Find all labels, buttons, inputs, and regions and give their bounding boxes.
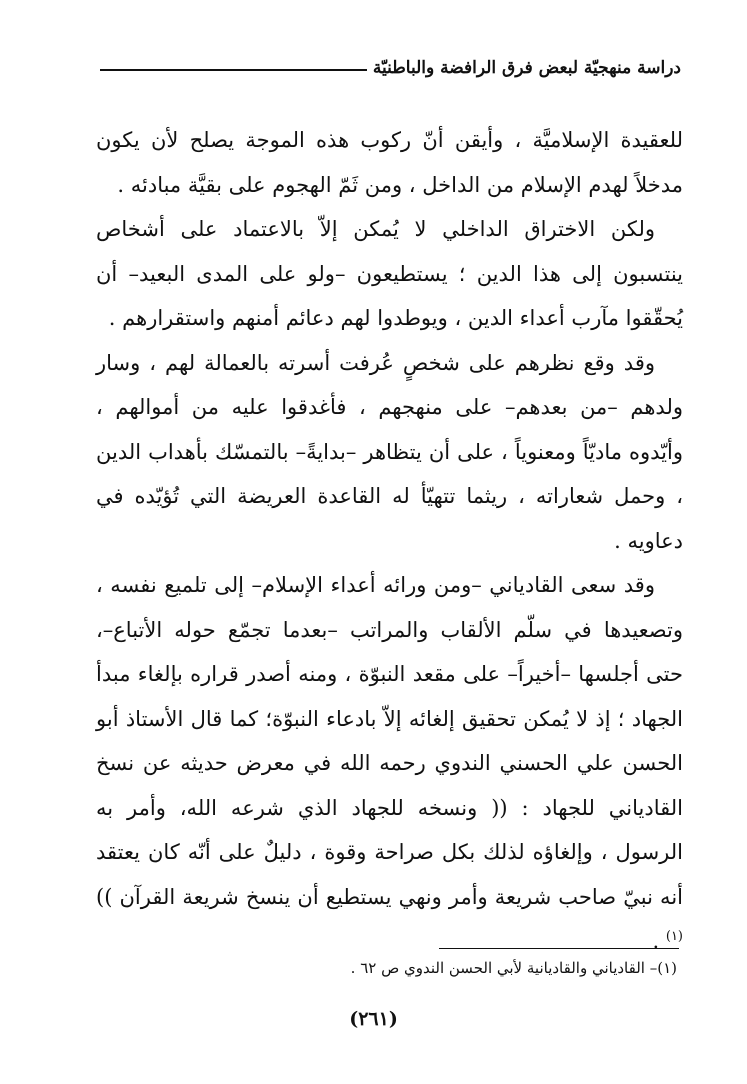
paragraph-1: للعقيدة الإسلاميَّة ، وأيقن أنّ ركوب هذه الموجة يصلح لأن يكون مدخلاً لهدم الإسلام من الداخل ، ومن ثَمّ الهجوم على بقيَّة مبادئه .: [96, 128, 683, 197]
paragraph-4: [96, 563, 683, 964]
paragraph-2: ولكن الاختراق الداخلي لا يُمكن إلاّ بالاعتماد على أشخاص ينتسبون إلى هذا الدين ؛ يستطيعون –ولو على المدى البعيد– أن يُحقّقوا مآرب أعداء الدين ، ويوطدوا لهم دعائم أمنهم واستقرارهم .: [96, 217, 683, 330]
page-number: (٢٦١): [349, 1008, 398, 1030]
paragraph-4-end: .: [652, 929, 666, 953]
footnote-separator: [439, 948, 679, 949]
footnote: (١)– القادياني والقاديانية لأبي الحسن الندوي ص ٦٢ .: [350, 959, 677, 977]
header-title: دراسة منهجيّة لبعض فرق الرافضة والباطنيّة: [372, 58, 681, 78]
body-text: [96, 118, 683, 964]
paragraph-4-text: وقد سعى القادياني –ومن ورائه أعداء الإسلام– إلى تلميع نفسه ، وتصعيدها في سلّم الألقاب والمراتب –بعدما تجمّع حوله الأتباع–، حتى أجلسها –أخيراً– على مقعد النبوّة ، ومنه أصدر قراره بإلغاء مبدأ الجهاد ؛ إذ لا يُمكن تحقيق إلغائه إلاّ بادعاء النبوّة؛ كما قال الأستاذ أبو الحسن علي الحسني الندوي رحمه الله في معرض حديثه عن نسخ القادياني للجهاد : (( ونسخه للجهاد الذي شرعه الله، وأمر به الرسول ، وإلغاؤه لذلك بكل صراحة وقوة ، دليلٌ على أنّه كان يعتقد أنه نبيّ صاحب شريعة وأمر ونهي يستطيع أن ينسخ شريعة القرآن )): [96, 573, 683, 909]
running-header: [100, 58, 681, 78]
header-rule: [100, 69, 367, 71]
paragraph-3: وقد وقع نظرهم على شخصٍ عُرفت أسرته بالعمالة لهم ، وسار ولدهم –من بعدهم– على منهجهم ، فأغدقوا عليه من أموالهم ، وأيّدوه ماديّاً ومعنوياً ، على أن يتظاهر –بدايةً– بالتمسّك بأهداب الدين ، وحمل شعاراته ، ريثما تتهيّأ له القاعدة العريضة التي تُؤيّده في دعاويه .: [96, 350, 683, 553]
footnote-reference[interactable]: (١): [665, 929, 683, 944]
